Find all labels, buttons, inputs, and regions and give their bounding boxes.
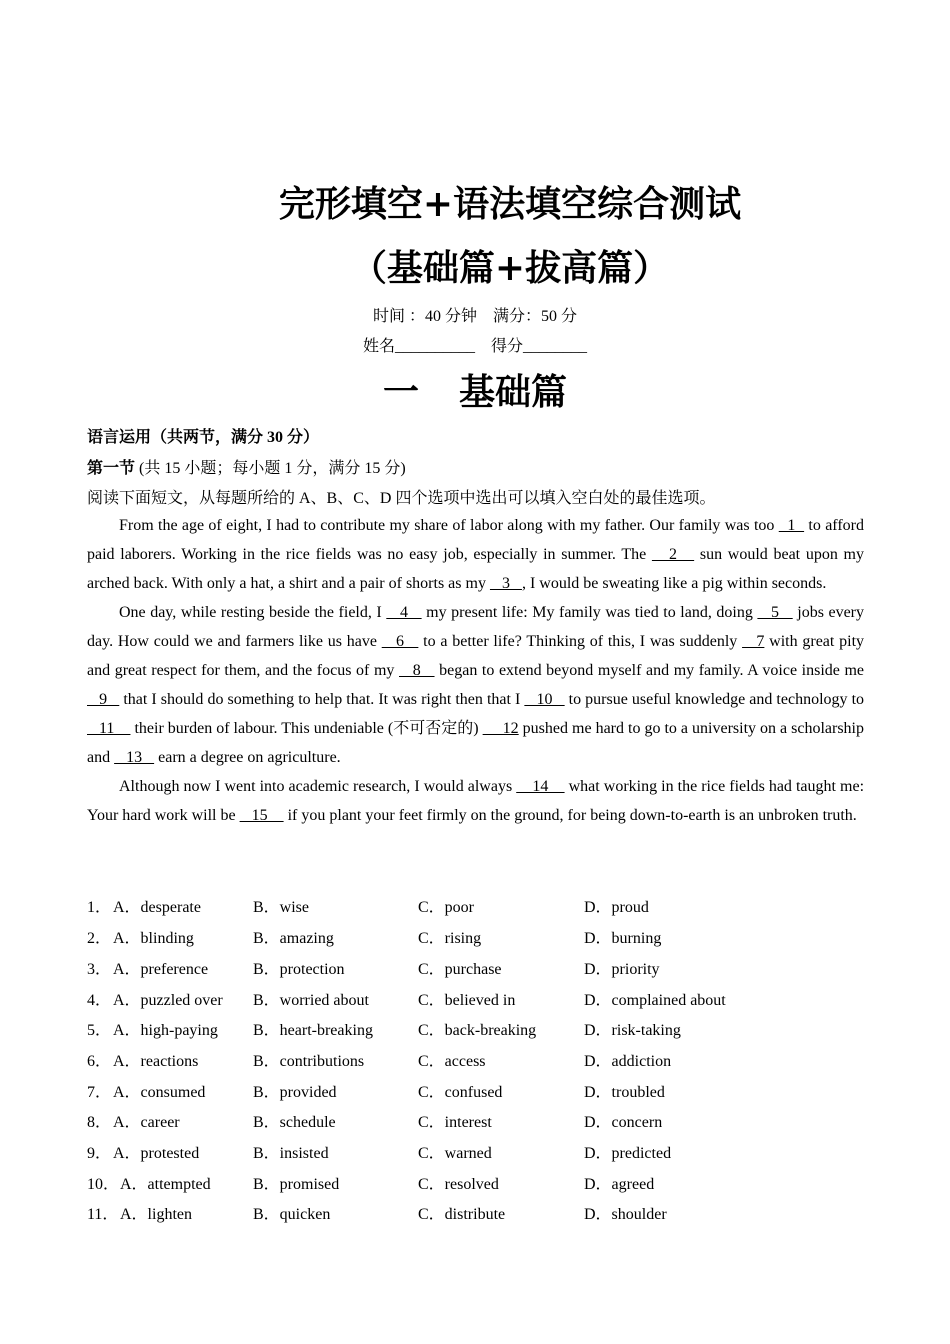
option-d: D．complained about — [584, 992, 726, 1009]
option-b: B．heart-breaking — [253, 1022, 373, 1039]
passage-text: jobs every day. How could we and farmers like us have — [87, 604, 865, 650]
section-name: 基础篇 — [459, 371, 568, 413]
question-number: 4． — [87, 992, 112, 1009]
option-b: B．contributions — [253, 1053, 365, 1070]
blank-7: 7 — [742, 633, 765, 650]
option-c: C．back-breaking — [418, 1022, 537, 1039]
option-a: A．high-paying — [113, 1022, 218, 1039]
page-title: 完形填空+语法填空综合测试 — [278, 183, 742, 225]
sub-section-title: 第一节 — [87, 460, 136, 477]
option-a: A．protested — [113, 1145, 200, 1162]
blank-13: 13 — [114, 749, 155, 766]
passage-text: Although now I went into academic research, I would always — [119, 778, 517, 795]
option-b: B．schedule — [253, 1114, 336, 1131]
option-d: D．predicted — [584, 1145, 672, 1162]
blank-10: 10 — [524, 691, 565, 708]
question-number: 8． — [87, 1114, 112, 1131]
option-row — [87, 987, 887, 1009]
option-d: D．agreed — [584, 1176, 655, 1193]
blank-14: 14 — [516, 778, 565, 795]
question-number: 5． — [87, 1022, 112, 1039]
blank-15: 15 — [239, 807, 284, 824]
option-c: C．confused — [418, 1084, 503, 1101]
question-number: 6． — [87, 1053, 112, 1070]
option-b: B．worried about — [253, 992, 369, 1009]
option-row — [87, 894, 887, 916]
option-row — [87, 1109, 887, 1131]
option-row — [87, 1017, 887, 1039]
option-c: C．distribute — [418, 1206, 506, 1223]
question-number: 9． — [87, 1145, 112, 1162]
option-c: C．purchase — [418, 961, 502, 978]
time-info: 时间 ：40 分钟 满分：50 分 — [372, 308, 577, 325]
option-b: B．quicken — [253, 1206, 331, 1223]
option-c: C．warned — [418, 1145, 492, 1162]
passage-text: their burden of labour. This undeniable (不可否定的) — [130, 720, 483, 737]
option-a: A．lighten — [120, 1206, 192, 1223]
option-b: B．amazing — [253, 930, 334, 947]
passage-text: with great pity and great respect for them, and the focus of my — [87, 633, 865, 679]
option-a: A．consumed — [113, 1084, 206, 1101]
name-score-info: 姓名__________ 得分________ — [362, 338, 587, 355]
sub-section-desc: (共 15 小题；每小题 1 分，满分 15 分) — [135, 460, 406, 477]
option-b: B．promised — [253, 1176, 340, 1193]
section-heading — [0, 364, 950, 415]
option-b: B．protection — [253, 961, 345, 978]
page-subtitle: （基础篇+拔高篇） — [350, 247, 670, 289]
option-d: D．troubled — [584, 1084, 665, 1101]
passage-text: that I should do something to help that. It was right then that I — [119, 691, 525, 708]
blank-11: 11 — [87, 720, 131, 737]
question-number: 10． — [87, 1176, 120, 1193]
option-d: D．risk-taking — [584, 1022, 681, 1039]
blank-4: 4 — [386, 604, 422, 621]
option-row — [87, 1201, 887, 1223]
passage-text: if you plant your feet firmly on the ground, for being down-to-earth is an unbroken truth. — [283, 807, 857, 824]
blank-5: 5 — [757, 604, 793, 621]
option-d: D．shoulder — [584, 1206, 667, 1223]
section-number: 一 — [382, 371, 419, 413]
question-number: 3． — [87, 961, 112, 978]
option-c: C．rising — [418, 930, 482, 947]
blank-3: 3 — [489, 575, 522, 592]
option-row — [87, 925, 887, 947]
question-number: 2． — [87, 930, 112, 947]
option-c: C．resolved — [418, 1176, 499, 1193]
option-b: B．wise — [253, 899, 310, 916]
paragraph-3 — [87, 772, 864, 830]
option-d: D．addiction — [584, 1053, 672, 1070]
option-row — [87, 1079, 887, 1101]
passage-text: earn a degree on agriculture. — [154, 749, 341, 766]
question-number: 1． — [87, 899, 112, 916]
blank-1: 1 — [778, 517, 805, 534]
option-d: D．concern — [584, 1114, 663, 1131]
passage-text: my present life: My family was tied to land, doing — [421, 604, 758, 621]
option-d: D．proud — [584, 899, 649, 916]
passage-text: sun would beat upon my arched back. With only a hat, a shirt and a pair of shorts as my — [87, 546, 864, 592]
passage-text: to afford paid laborers. Working in the rice fields was no easy job, especially in summer. The — [87, 517, 865, 563]
passage-text: From the age of eight, I had to contribute my share of labor along with my father. Our family was too — [119, 517, 779, 534]
paragraph-1 — [87, 511, 864, 598]
option-a: A．puzzled over — [113, 992, 223, 1009]
option-a: A．career — [113, 1114, 180, 1131]
passage-text: began to extend beyond myself and my family. A voice inside me — [434, 662, 865, 679]
option-a: A．desperate — [113, 899, 201, 916]
option-c: C．access — [418, 1053, 486, 1070]
question-number: 11． — [87, 1206, 119, 1223]
blank-8: 8 — [399, 662, 435, 679]
option-d: D．priority — [584, 961, 660, 978]
blank-2: 2 — [651, 546, 695, 563]
passage-text: what working in the rice fields had taught me: Your hard work will be — [87, 778, 865, 824]
option-b: B．provided — [253, 1084, 337, 1101]
passage-text: pushed me hard to go to a university on a scholarship and — [87, 720, 865, 766]
sub-section-heading — [87, 455, 406, 478]
option-c: C．poor — [418, 899, 475, 916]
option-row — [87, 956, 887, 978]
option-row — [87, 1048, 887, 1070]
blank-12: 12 — [482, 720, 519, 737]
option-c: C．believed in — [418, 992, 516, 1009]
option-row — [87, 1171, 887, 1193]
passage-text: , I would be sweating like a pig within seconds. — [521, 575, 827, 592]
option-a: A．preference — [113, 961, 209, 978]
passage-text: to a better life? Thinking of this, I was suddenly — [418, 633, 743, 650]
option-a: A．reactions — [113, 1053, 199, 1070]
part-title: 语言运用（共两节，满分 30 分） — [87, 429, 320, 446]
option-a: A．attempted — [120, 1176, 211, 1193]
blank-6: 6 — [381, 633, 419, 650]
passage-text: to pursue useful knowledge and technology to — [564, 691, 865, 708]
blank-9: 9 — [87, 691, 120, 708]
option-row — [87, 1140, 887, 1162]
directions: 阅读下面短文，从每题所给的 A、B、C、D 四个选项中选出可以填入空白处的最佳选项。 — [87, 490, 716, 507]
question-number: 7． — [87, 1084, 112, 1101]
cloze-passage — [87, 511, 864, 830]
option-c: C．interest — [418, 1114, 492, 1131]
option-a: A．blinding — [113, 930, 194, 947]
option-b: B．insisted — [253, 1145, 329, 1162]
passage-text: One day, while resting beside the field, I — [119, 604, 387, 621]
option-d: D．burning — [584, 930, 662, 947]
paragraph-2 — [87, 598, 864, 772]
